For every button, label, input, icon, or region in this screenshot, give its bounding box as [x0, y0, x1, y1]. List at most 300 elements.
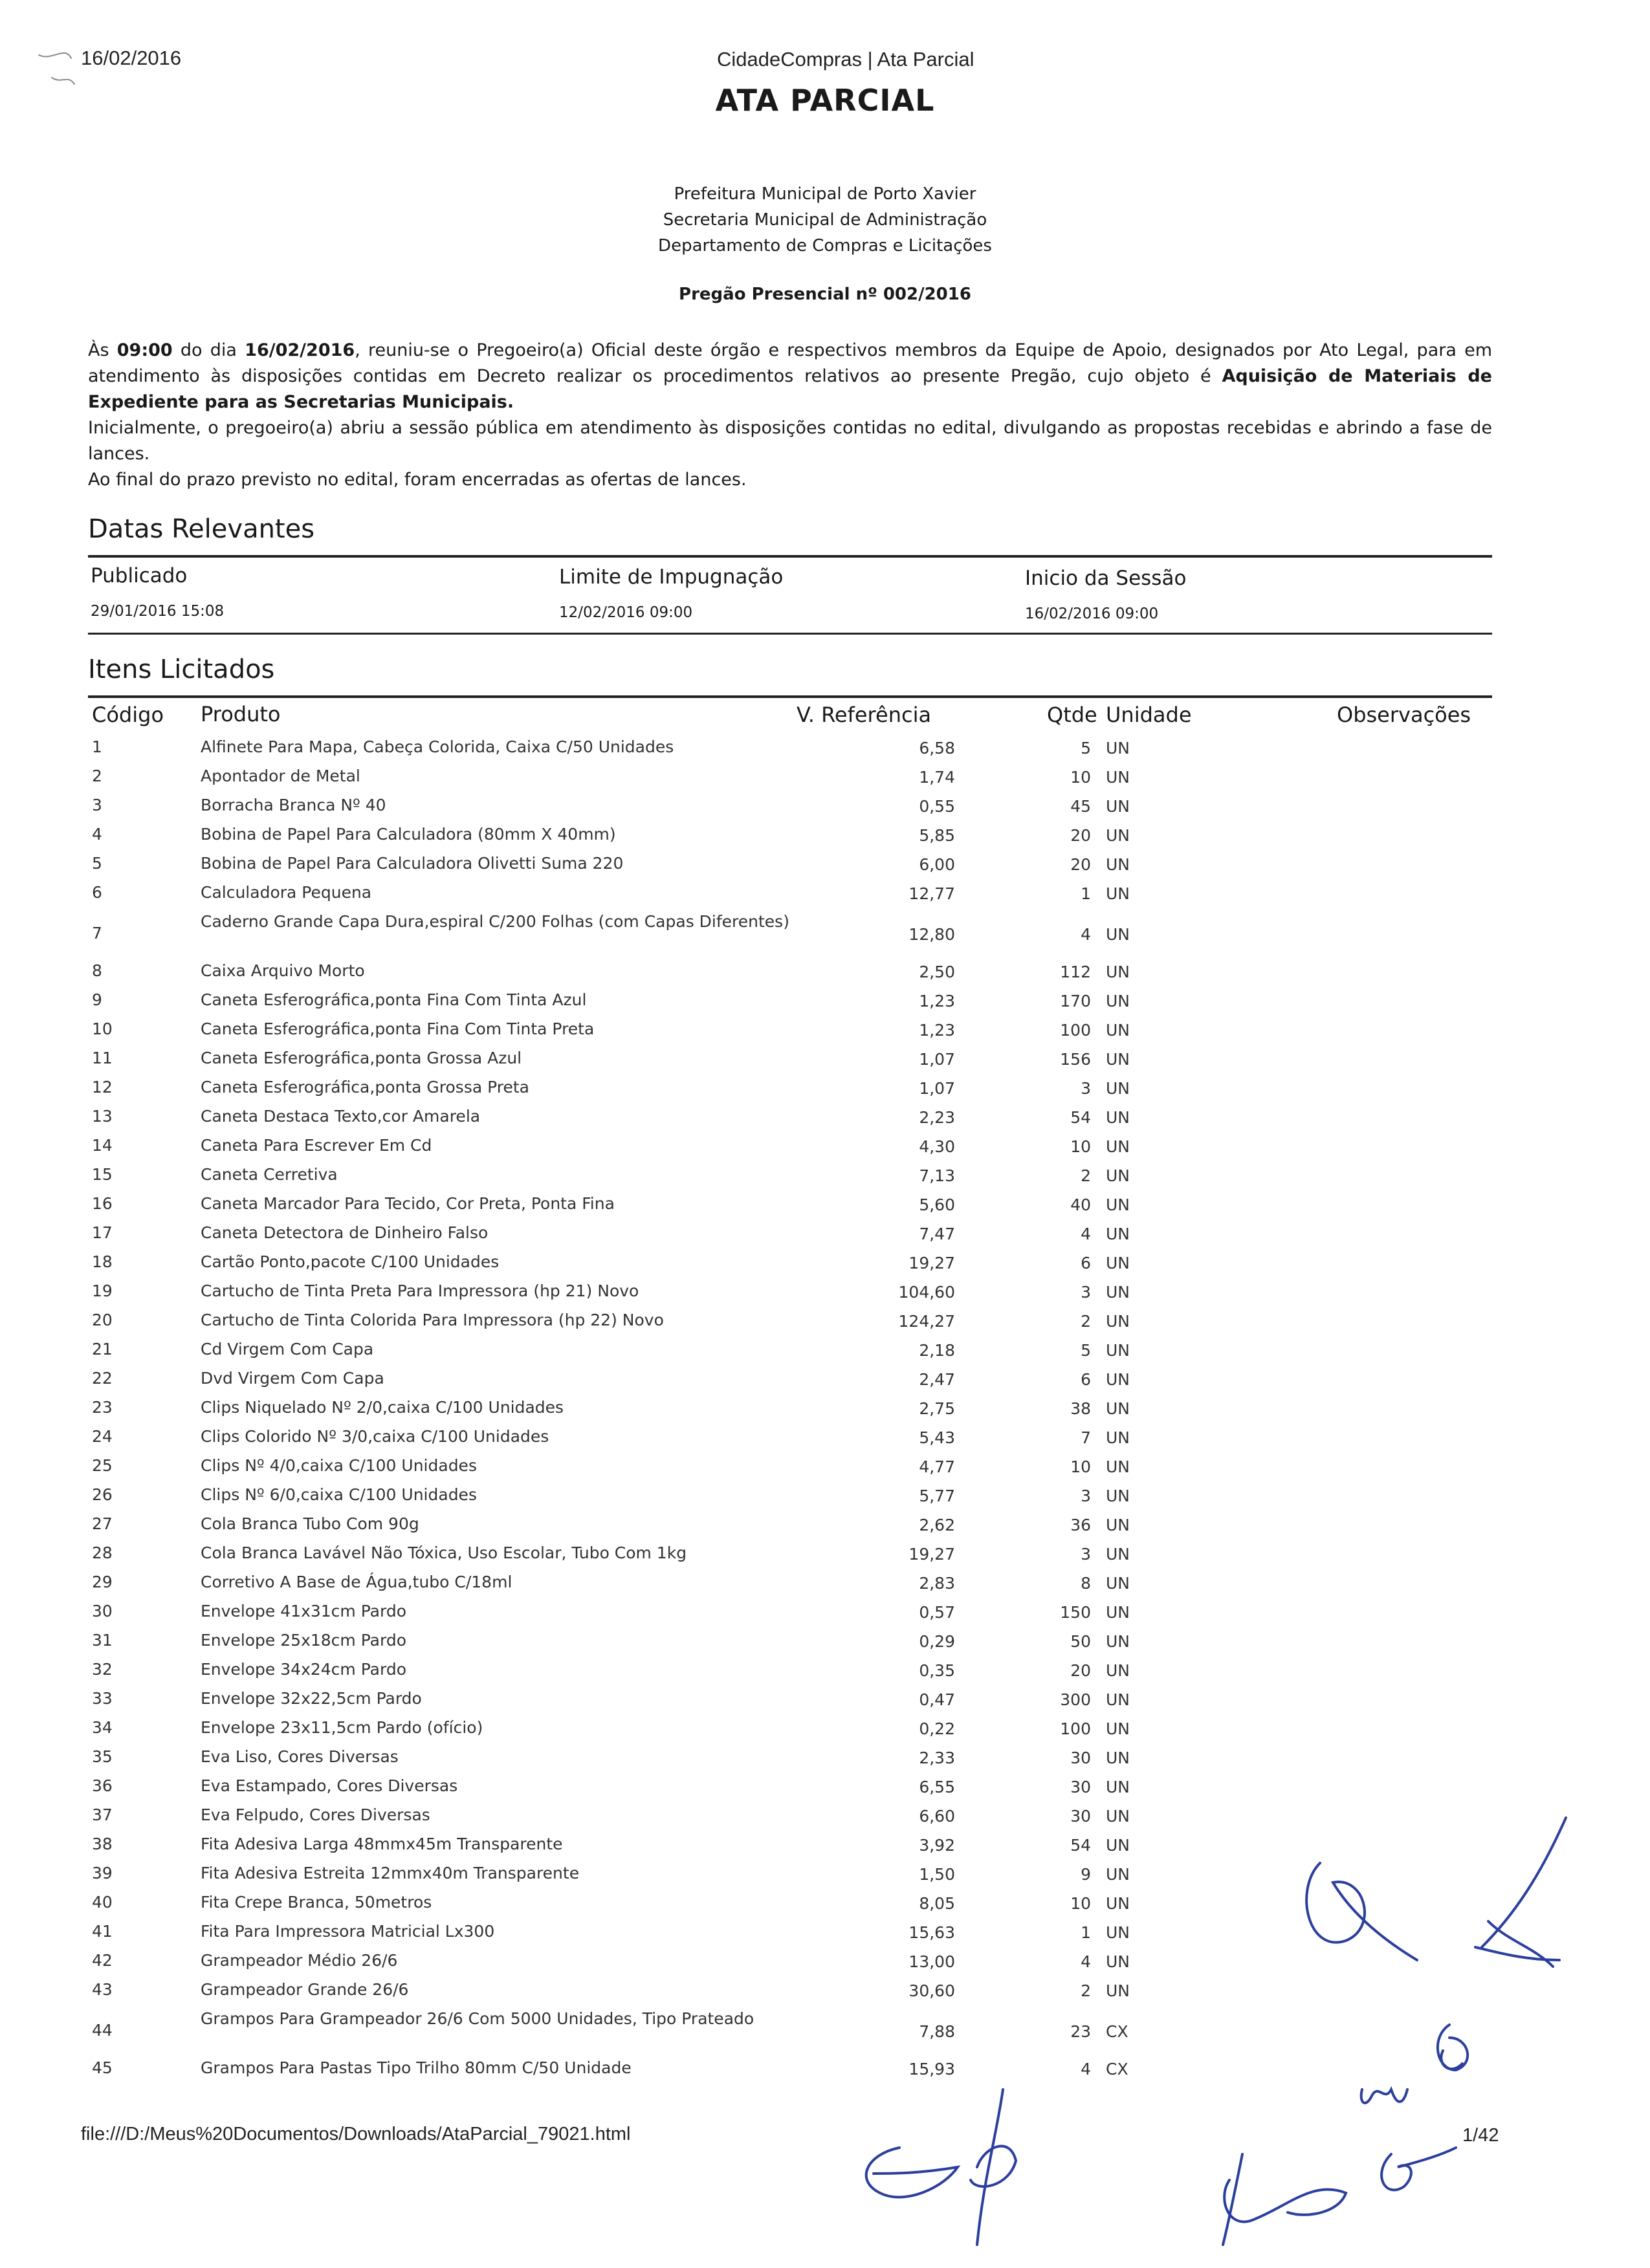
- item-quantity: 10: [1070, 768, 1091, 787]
- item-unit: UN: [1106, 1894, 1130, 1913]
- item-product: Envelope 32x22,5cm Pardo: [201, 1689, 422, 1708]
- table-row: [88, 1133, 1492, 1162]
- table-row: [88, 1017, 1492, 1046]
- item-quantity: 54: [1070, 1108, 1091, 1127]
- item-quantity: 10: [1070, 1137, 1091, 1156]
- table-row: [88, 1192, 1492, 1221]
- item-product: Fita Crepe Branca, 50metros: [201, 1893, 432, 1912]
- signature-initials-8: [1381, 2148, 1456, 2190]
- item-product: Caneta Para Escrever Em Cd: [201, 1136, 432, 1155]
- item-product: Caixa Arquivo Morto: [201, 961, 365, 980]
- item-code: 19: [92, 1281, 113, 1300]
- item-product: Clips Nº 6/0,caixa C/100 Unidades: [201, 1485, 477, 1504]
- item-code: 25: [92, 1456, 113, 1475]
- item-reference-value: 6,00: [919, 855, 955, 874]
- table-row: [88, 793, 1492, 822]
- item-reference-value: 7,13: [919, 1166, 955, 1185]
- item-unit: UN: [1106, 1603, 1130, 1622]
- item-unit: UN: [1106, 884, 1130, 903]
- item-product: Cola Branca Lavável Não Tóxica, Uso Escolar, Tubo Com 1kg: [201, 1543, 687, 1562]
- item-reference-value: 1,07: [919, 1079, 955, 1098]
- item-reference-value: 5,60: [919, 1195, 955, 1214]
- item-quantity: 10: [1070, 1894, 1091, 1913]
- print-header-title: CidadeCompras | Ata Parcial: [717, 48, 974, 71]
- item-quantity: 6: [1081, 1370, 1091, 1389]
- item-unit: UN: [1106, 797, 1130, 816]
- item-product: Clips Niquelado Nº 2/0,caixa C/100 Unidades: [201, 1398, 564, 1417]
- item-unit: UN: [1106, 1457, 1130, 1476]
- page-number: 1/42: [1462, 2125, 1499, 2146]
- item-code: 26: [92, 1485, 113, 1504]
- item-unit: UN: [1106, 1021, 1130, 1040]
- intro-text-c: , reuniu-se o Pregoeiro(a) Oficial deste órgão e respectivos membros da Equipe de Apoio, designados por Ato Legal, para em atendimento às disposições contidas em Decreto realizar os procedimentos relativos ao presente Pregão, cujo objeto é: [88, 340, 1493, 386]
- table-row: [88, 1046, 1492, 1075]
- table-row: [88, 1366, 1492, 1395]
- item-unit: UN: [1106, 1487, 1130, 1505]
- item-quantity: 5: [1081, 739, 1091, 758]
- item-product: Alfinete Para Mapa, Cabeça Colorida, Caixa C/50 Unidades: [201, 737, 674, 756]
- item-code: 41: [92, 1922, 113, 1941]
- item-product: Caneta Esferográfica,ponta Grossa Azul: [201, 1049, 522, 1067]
- items-table: [88, 699, 1492, 2085]
- item-code: 32: [92, 1660, 113, 1679]
- item-product: Cd Virgem Com Capa: [201, 1340, 374, 1358]
- session-start-label: Inicio da Sessão: [1025, 567, 1187, 590]
- item-code: 23: [92, 1398, 113, 1417]
- items-table-body: [88, 735, 1492, 2085]
- item-code: 7: [92, 924, 102, 943]
- item-product: Grampos Para Grampeador 26/6 Com 5000 Unidades, Tipo Prateado: [201, 2009, 754, 2028]
- organization-line: Prefeitura Municipal de Porto Xavier: [674, 184, 976, 204]
- item-unit: UN: [1106, 1661, 1130, 1680]
- item-unit: UN: [1106, 1312, 1130, 1331]
- item-unit: CX: [1106, 2022, 1128, 2041]
- item-quantity: 30: [1070, 1749, 1091, 1767]
- document-title: ATA PARCIAL: [715, 83, 935, 118]
- item-product: Grampeador Médio 26/6: [201, 1951, 398, 1970]
- table-row: [88, 1075, 1492, 1104]
- item-quantity: 4: [1081, 925, 1091, 944]
- intro-text: [88, 338, 1492, 493]
- item-product: Caneta Esferográfica,ponta Fina Com Tinta Azul: [201, 990, 587, 1009]
- intro-text-b: do dia: [172, 340, 245, 360]
- item-reference-value: 15,63: [908, 1923, 955, 1942]
- item-reference-value: 6,55: [919, 1778, 955, 1796]
- item-product: Corretivo A Base de Água,tubo C/18ml: [201, 1573, 512, 1591]
- item-code: 5: [92, 854, 102, 873]
- item-product: Fita Adesiva Estreita 12mmx40m Transparente: [201, 1864, 580, 1882]
- item-quantity: 170: [1060, 992, 1091, 1010]
- item-quantity: 3: [1081, 1545, 1091, 1564]
- item-quantity: 3: [1081, 1283, 1091, 1302]
- column-header-observations: Observações: [1337, 703, 1471, 727]
- item-product: Borracha Branca Nº 40: [201, 796, 386, 814]
- table-row: [88, 1803, 1492, 1832]
- table-row: [88, 1745, 1492, 1774]
- table-row: [88, 1483, 1492, 1512]
- item-unit: UN: [1106, 1807, 1130, 1826]
- item-reference-value: 2,75: [919, 1399, 955, 1418]
- session-start-value: 16/02/2016 09:00: [1025, 605, 1159, 622]
- signature-initials-6: [971, 2089, 1016, 2245]
- item-code: 29: [92, 1573, 113, 1591]
- item-reference-value: 7,47: [919, 1225, 955, 1243]
- item-code: 33: [92, 1689, 113, 1708]
- item-product: Dvd Virgem Com Capa: [201, 1369, 384, 1388]
- item-unit: UN: [1106, 1574, 1130, 1593]
- item-quantity: 2: [1081, 1312, 1091, 1331]
- item-code: 20: [92, 1311, 113, 1329]
- item-code: 14: [92, 1136, 113, 1155]
- item-reference-value: 4,77: [919, 1457, 955, 1476]
- item-product: Cartucho de Tinta Colorida Para Impressora (hp 22) Novo: [201, 1311, 664, 1329]
- table-row: [88, 880, 1492, 910]
- item-code: 43: [92, 1980, 113, 1999]
- table-row: [88, 2056, 1492, 2085]
- item-quantity: 2: [1081, 1166, 1091, 1185]
- item-unit: UN: [1106, 1690, 1130, 1709]
- item-code: 4: [92, 825, 102, 844]
- item-product: Grampos Para Pastas Tipo Trilho 80mm C/50 Unidade: [201, 2058, 632, 2077]
- item-reference-value: 5,85: [919, 826, 955, 845]
- item-product: Fita Adesiva Larga 48mmx45m Transparente: [201, 1835, 563, 1853]
- item-quantity: 3: [1081, 1487, 1091, 1505]
- signature-initials-4: [1361, 2089, 1407, 2103]
- item-quantity: 23: [1070, 2022, 1091, 2041]
- item-unit: UN: [1106, 1370, 1130, 1389]
- table-row: [88, 1832, 1492, 1861]
- item-reference-value: 5,43: [919, 1428, 955, 1447]
- table-row: [88, 1948, 1492, 1978]
- item-unit: UN: [1106, 768, 1130, 787]
- item-reference-value: 19,27: [908, 1545, 955, 1564]
- item-reference-value: 15,93: [908, 2060, 955, 2078]
- items-section-title: Itens Licitados: [88, 655, 275, 684]
- item-unit: UN: [1106, 1981, 1130, 2000]
- item-quantity: 10: [1070, 1457, 1091, 1476]
- item-quantity: 45: [1070, 797, 1091, 816]
- item-product: Clips Colorido Nº 3/0,caixa C/100 Unidades: [201, 1427, 549, 1446]
- item-product: Cartucho de Tinta Preta Para Impressora (hp 21) Novo: [201, 1281, 639, 1300]
- item-quantity: 4: [1081, 1225, 1091, 1243]
- table-row: [88, 910, 1492, 959]
- item-quantity: 150: [1060, 1603, 1091, 1622]
- item-quantity: 9: [1081, 1865, 1091, 1884]
- item-product: Caneta Marcador Para Tecido, Cor Preta, Ponta Fina: [201, 1194, 615, 1213]
- print-date: 16/02/2016: [81, 47, 182, 69]
- item-reference-value: 124,27: [898, 1312, 955, 1331]
- item-unit: UN: [1106, 1719, 1130, 1738]
- item-product: Caderno Grande Capa Dura,espiral C/200 Folhas (com Capas Diferentes): [201, 912, 789, 931]
- item-quantity: 40: [1070, 1195, 1091, 1214]
- item-reference-value: 104,60: [898, 1283, 955, 1302]
- item-reference-value: 1,07: [919, 1050, 955, 1069]
- item-unit: UN: [1106, 739, 1130, 758]
- item-quantity: 156: [1060, 1050, 1091, 1069]
- item-code: 40: [92, 1893, 113, 1912]
- item-unit: UN: [1106, 963, 1130, 981]
- item-reference-value: 2,83: [919, 1574, 955, 1593]
- published-label: Publicado: [91, 564, 188, 587]
- item-unit: UN: [1106, 992, 1130, 1010]
- item-code: 21: [92, 1340, 113, 1358]
- item-quantity: 30: [1070, 1807, 1091, 1826]
- item-unit: UN: [1106, 1166, 1130, 1185]
- pregao-number: Pregão Presencial nº 002/2016: [679, 285, 971, 304]
- table-row: [88, 1512, 1492, 1541]
- item-product: Apontador de Metal: [201, 767, 360, 785]
- item-reference-value: 6,58: [919, 739, 955, 758]
- item-code: 28: [92, 1543, 113, 1562]
- item-reference-value: 2,62: [919, 1516, 955, 1534]
- item-product: Calculadora Pequena: [201, 883, 372, 902]
- item-product: Clips Nº 4/0,caixa C/100 Unidades: [201, 1456, 477, 1475]
- item-quantity: 5: [1081, 1341, 1091, 1360]
- table-row: [88, 1599, 1492, 1628]
- organization-line: Secretaria Municipal de Administração: [663, 210, 987, 230]
- table-row: [88, 1250, 1492, 1279]
- item-code: 31: [92, 1631, 113, 1650]
- item-quantity: 1: [1081, 884, 1091, 903]
- item-product: Caneta Esferográfica,ponta Grossa Preta: [201, 1078, 529, 1096]
- table-row: [88, 1221, 1492, 1250]
- item-quantity: 20: [1070, 826, 1091, 845]
- item-code: 9: [92, 990, 102, 1009]
- item-unit: UN: [1106, 1050, 1130, 1069]
- item-unit: UN: [1106, 1545, 1130, 1564]
- item-code: 37: [92, 1805, 113, 1824]
- item-reference-value: 2,33: [919, 1749, 955, 1767]
- item-code: 39: [92, 1864, 113, 1882]
- item-product: Caneta Detectora de Dinheiro Falso: [201, 1223, 489, 1242]
- item-quantity: 3: [1081, 1079, 1091, 1098]
- table-row: [88, 1628, 1492, 1657]
- item-product: Envelope 25x18cm Pardo: [201, 1631, 406, 1650]
- item-unit: UN: [1106, 1283, 1130, 1302]
- item-product: Grampeador Grande 26/6: [201, 1980, 409, 1999]
- dates-bottom-rule: [88, 633, 1492, 635]
- item-product: Caneta Esferográfica,ponta Fina Com Tinta Preta: [201, 1020, 595, 1038]
- item-quantity: 2: [1081, 1981, 1091, 2000]
- item-quantity: 7: [1081, 1428, 1091, 1447]
- item-unit: UN: [1106, 826, 1130, 845]
- table-row: [88, 988, 1492, 1017]
- organization-block: [0, 181, 1650, 259]
- item-reference-value: 1,50: [919, 1865, 955, 1884]
- item-code: 17: [92, 1223, 113, 1242]
- item-reference-value: 12,80: [908, 925, 955, 944]
- item-reference-value: 2,23: [919, 1108, 955, 1127]
- item-quantity: 100: [1060, 1021, 1091, 1040]
- item-quantity: 6: [1081, 1254, 1091, 1272]
- table-row: [88, 1570, 1492, 1599]
- item-reference-value: 3,92: [919, 1836, 955, 1855]
- table-row: [88, 959, 1492, 988]
- item-reference-value: 6,60: [919, 1807, 955, 1826]
- item-reference-value: 4,30: [919, 1137, 955, 1156]
- intro-paragraph-3: Ao final do prazo previsto no edital, foram encerradas as ofertas de lances.: [88, 470, 747, 490]
- item-reference-value: 5,77: [919, 1487, 955, 1505]
- item-code: 36: [92, 1776, 113, 1795]
- table-row: [88, 1424, 1492, 1454]
- item-code: 6: [92, 883, 102, 902]
- table-row: [88, 1716, 1492, 1745]
- dates-section-title: Datas Relevantes: [88, 514, 315, 544]
- item-reference-value: 30,60: [908, 1981, 955, 2000]
- table-row: [88, 2007, 1492, 2056]
- item-code: 2: [92, 767, 102, 785]
- intro-text-a: Às: [88, 340, 117, 360]
- column-header-unit: Unidade: [1106, 703, 1192, 727]
- item-reference-value: 2,18: [919, 1341, 955, 1360]
- item-reference-value: 19,27: [908, 1254, 955, 1272]
- item-code: 3: [92, 796, 102, 814]
- item-reference-value: 8,05: [919, 1894, 955, 1913]
- table-row: [88, 1774, 1492, 1803]
- item-reference-value: 7,88: [919, 2022, 955, 2041]
- item-quantity: 4: [1081, 2060, 1091, 2078]
- intro-paragraph-1: [88, 338, 1492, 415]
- items-table-header: [88, 699, 1492, 735]
- item-code: 18: [92, 1252, 113, 1271]
- dates-top-rule: [88, 555, 1492, 558]
- item-code: 12: [92, 1078, 113, 1096]
- item-unit: UN: [1106, 855, 1130, 874]
- item-code: 45: [92, 2058, 113, 2077]
- footer-file-url: file:///D:/Meus%20Documentos/Downloads/AtaParcial_79021.html: [81, 2124, 631, 2144]
- item-quantity: 30: [1070, 1778, 1091, 1796]
- item-reference-value: 0,29: [919, 1632, 955, 1651]
- item-product: Cartão Ponto,pacote C/100 Unidades: [201, 1252, 500, 1271]
- item-unit: UN: [1106, 1079, 1130, 1098]
- table-row: [88, 1657, 1492, 1686]
- item-reference-value: 0,55: [919, 797, 955, 816]
- item-code: 11: [92, 1049, 113, 1067]
- item-code: 35: [92, 1747, 113, 1766]
- column-header-quantity: Qtde: [1047, 703, 1097, 727]
- item-code: 34: [92, 1718, 113, 1737]
- intro-date: 16/02/2016: [245, 340, 355, 360]
- item-reference-value: 2,50: [919, 963, 955, 981]
- item-quantity: 36: [1070, 1516, 1091, 1534]
- intro-paragraph-2: Inicialmente, o pregoeiro(a) abriu a sessão pública em atendimento às disposições contidas no edital, divulgando as propostas recebidas e abrindo a fase de lances.: [88, 418, 1492, 464]
- items-top-rule: [88, 695, 1492, 698]
- item-reference-value: 1,74: [919, 768, 955, 787]
- item-quantity: 50: [1070, 1632, 1091, 1651]
- column-header-product: Produto: [201, 702, 281, 726]
- impugnation-limit-label: Limite de Impugnação: [559, 565, 784, 589]
- item-reference-value: 1,23: [919, 1021, 955, 1040]
- item-quantity: 20: [1070, 855, 1091, 874]
- table-row: [88, 822, 1492, 851]
- column-header-reference: V. Referência: [797, 703, 932, 727]
- item-reference-value: 0,35: [919, 1661, 955, 1680]
- item-code: 24: [92, 1427, 113, 1446]
- item-unit: UN: [1106, 925, 1130, 944]
- table-row: [88, 1104, 1492, 1133]
- item-code: 44: [92, 2021, 113, 2040]
- table-row: [88, 1337, 1492, 1366]
- item-product: Eva Liso, Cores Diversas: [201, 1747, 399, 1766]
- item-unit: UN: [1106, 1428, 1130, 1447]
- item-code: 13: [92, 1107, 113, 1126]
- item-code: 30: [92, 1602, 113, 1620]
- item-product: Eva Felpudo, Cores Diversas: [201, 1805, 430, 1824]
- item-unit: UN: [1106, 1865, 1130, 1884]
- item-code: 10: [92, 1020, 113, 1038]
- item-quantity: 100: [1060, 1719, 1091, 1738]
- item-product: Envelope 34x24cm Pardo: [201, 1660, 406, 1679]
- table-row: [88, 1686, 1492, 1716]
- column-header-code: Código: [92, 703, 164, 727]
- table-row: [88, 1395, 1492, 1424]
- item-product: Cola Branca Tubo Com 90g: [201, 1514, 419, 1533]
- item-product: Caneta Destaca Texto,cor Amarela: [201, 1107, 481, 1126]
- table-row: [88, 1279, 1492, 1308]
- signature-initials-5: [866, 2148, 958, 2197]
- item-reference-value: 12,77: [908, 884, 955, 903]
- item-unit: CX: [1106, 2060, 1128, 2078]
- item-unit: UN: [1106, 1195, 1130, 1214]
- table-row: [88, 735, 1492, 764]
- item-quantity: 38: [1070, 1399, 1091, 1418]
- item-quantity: 300: [1060, 1690, 1091, 1709]
- item-code: 16: [92, 1194, 113, 1213]
- item-unit: UN: [1106, 1108, 1130, 1127]
- intro-object: Aquisição de Materiais de Expediente para as Secretarias Municipais.: [88, 366, 1492, 412]
- item-code: 27: [92, 1514, 113, 1533]
- item-unit: UN: [1106, 1749, 1130, 1767]
- item-unit: UN: [1106, 1836, 1130, 1855]
- item-product: Envelope 41x31cm Pardo: [201, 1602, 406, 1620]
- item-unit: UN: [1106, 1225, 1130, 1243]
- item-code: 8: [92, 961, 102, 980]
- item-reference-value: 0,22: [919, 1719, 955, 1738]
- item-product: Bobina de Papel Para Calculadora (80mm X 40mm): [201, 825, 616, 844]
- table-row: [88, 851, 1492, 880]
- published-value: 29/01/2016 15:08: [91, 603, 225, 620]
- item-code: 15: [92, 1165, 113, 1184]
- item-unit: UN: [1106, 1516, 1130, 1534]
- table-row: [88, 1541, 1492, 1570]
- table-row: [88, 1919, 1492, 1948]
- item-reference-value: 2,47: [919, 1370, 955, 1389]
- item-unit: UN: [1106, 1632, 1130, 1651]
- item-unit: UN: [1106, 1399, 1130, 1418]
- item-code: 22: [92, 1369, 113, 1388]
- item-quantity: 54: [1070, 1836, 1091, 1855]
- organization-line: Departamento de Compras e Licitações: [658, 236, 992, 256]
- item-product: Bobina de Papel Para Calculadora Olivetti Suma 220: [201, 854, 624, 873]
- table-row: [88, 1890, 1492, 1919]
- margin-scribble: [39, 53, 74, 84]
- item-product: Caneta Cerretiva: [201, 1165, 338, 1184]
- table-row: [88, 1978, 1492, 2007]
- item-quantity: 112: [1060, 963, 1091, 981]
- item-quantity: 1: [1081, 1923, 1091, 1942]
- item-reference-value: 0,47: [919, 1690, 955, 1709]
- item-reference-value: 0,57: [919, 1603, 955, 1622]
- impugnation-limit-value: 12/02/2016 09:00: [559, 604, 693, 621]
- item-quantity: 8: [1081, 1574, 1091, 1593]
- item-unit: UN: [1106, 1778, 1130, 1796]
- item-quantity: 20: [1070, 1661, 1091, 1680]
- item-code: 42: [92, 1951, 113, 1970]
- item-unit: UN: [1106, 1137, 1130, 1156]
- item-product: Envelope 23x11,5cm Pardo (ofício): [201, 1718, 483, 1737]
- item-reference-value: 13,00: [908, 1952, 955, 1971]
- item-unit: UN: [1106, 1952, 1130, 1971]
